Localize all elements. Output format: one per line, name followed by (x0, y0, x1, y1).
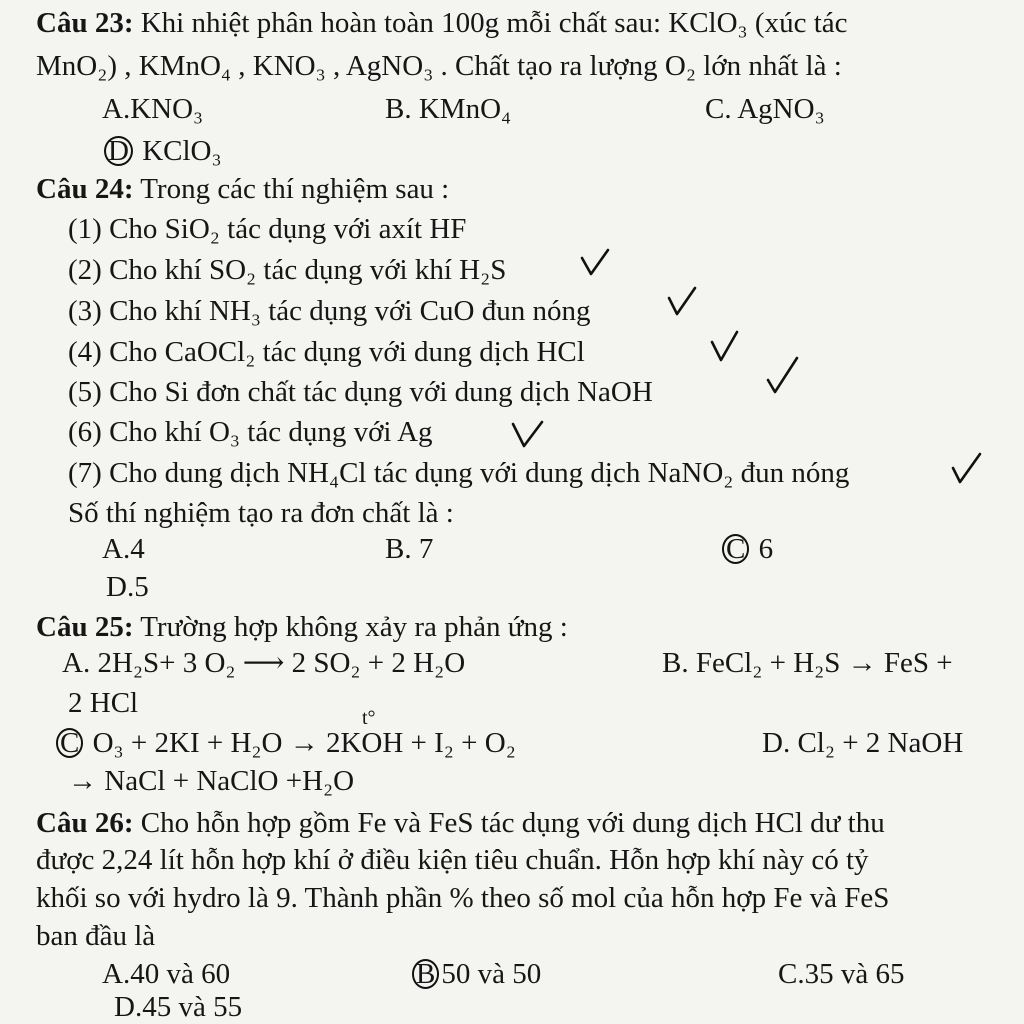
q23-line-2: MnO₂) , KMnO₄ , KNO₃ , AgNO₃ . Chất tạo ra lượng O₂ lớn nhất là : (36, 50, 842, 82)
q23-option-d (104, 134, 222, 168)
q25-option-a: A. 2H₂S+ 3 O₂ ⟶ 2 SO₂ + 2 H₂O (62, 647, 466, 679)
check-mark-icon (765, 360, 799, 394)
q26-text-1: Cho hỗn hợp gồm Fe và FeS tác dụng với dung dịch HCl dư thu (133, 807, 885, 839)
q26-option-a: A.40 và 60 (102, 958, 231, 990)
q25-option-c (56, 726, 516, 760)
q24-option-b: B. 7 (385, 533, 434, 565)
q23-answer-circle: D (104, 136, 133, 166)
q24-intro: Trong các thí nghiệm sau : (133, 173, 450, 205)
q23-option-a: A.KNO₃ (102, 93, 204, 125)
q24-item-3: (3) Cho khí NH₃ tác dụng với CuO đun nóng (68, 295, 591, 327)
q25-option-b-cont: 2 HCl (68, 687, 139, 719)
q24-option-d: D.5 (106, 571, 149, 603)
check-mark-icon (510, 416, 544, 450)
q26-line-3: khối so với hydro là 9. Thành phần % theo số mol của hỗn hợp Fe và FeS (36, 882, 890, 914)
q25-option-c-text: O₃ + 2KI + H₂O → 2KOH + I₂ + O₂ (85, 727, 516, 759)
q25-option-b: B. FeCl₂ + H₂S → FeS + (662, 647, 953, 679)
q24-option-c (722, 532, 773, 566)
q25-answer-circle: C (56, 728, 83, 758)
q26-line-2: được 2,24 lít hỗn hợp khí ở điều kiện tiêu chuẩn. Hỗn hợp khí này có tỷ (36, 844, 869, 876)
q24-item-2: (2) Cho khí SO₂ tác dụng với khí H₂S (68, 254, 507, 286)
check-mark-icon (578, 246, 612, 280)
q24-label: Câu 24: (36, 173, 134, 205)
q23-text-1: Khi nhiệt phân hoàn toàn 100g mỗi chất sau: KClO₃ (xúc tác (133, 7, 848, 39)
q24-option-c-text: 6 (751, 533, 774, 565)
q24-option-a: A.4 (102, 533, 145, 565)
q25-label: Câu 25: (36, 611, 134, 643)
q24-item-4: (4) Cho CaOCl₂ tác dụng với dung dịch HCl (68, 336, 585, 368)
q25-option-d: D. Cl₂ + 2 NaOH (762, 727, 964, 759)
q24-item-7: (7) Cho dung dịch NH₄Cl tác dụng với dung dịch NaNO₂ đun nóng (68, 457, 850, 489)
q26-option-b-text: 50 và 50 (441, 958, 542, 990)
check-mark-icon (708, 330, 742, 364)
q25-intro: Trường hợp không xảy ra phản ứng : (133, 611, 568, 643)
q25-line-1 (36, 610, 568, 644)
q24-question: Số thí nghiệm tạo ra đơn chất là : (68, 497, 454, 529)
q26-option-b (412, 957, 541, 991)
q24-item-1: (1) Cho SiO₂ tác dụng với axít HF (68, 213, 467, 245)
check-mark-icon (950, 452, 984, 486)
q23-option-c: C. AgNO₃ (705, 93, 825, 125)
check-mark-icon (665, 284, 699, 318)
q23-option-d-text: KClO₃ (134, 135, 222, 167)
q23-label: Câu 23: (36, 7, 134, 39)
q25-heat-mark: t° (362, 707, 376, 729)
q26-label: Câu 26: (36, 807, 134, 839)
q26-line-1 (36, 806, 885, 840)
q23-option-b: B. KMnO₄ (385, 93, 512, 125)
q26-option-c: C.35 và 65 (778, 958, 905, 990)
q26-option-d: D.45 và 55 (114, 991, 243, 1023)
q26-answer-circle: B (412, 959, 439, 989)
q24-item-5: (5) Cho Si đơn chất tác dụng với dung dịch NaOH (68, 376, 653, 408)
q24-answer-circle: C (722, 534, 749, 564)
q24-item-6: (6) Cho khí O₃ tác dụng với Ag (68, 416, 433, 448)
q25-option-d-cont: → NaCl + NaClO +H₂O (68, 765, 355, 797)
q26-line-4: ban đầu là (36, 920, 156, 952)
q24-line-1 (36, 172, 449, 206)
q23-line-1 (36, 6, 848, 40)
